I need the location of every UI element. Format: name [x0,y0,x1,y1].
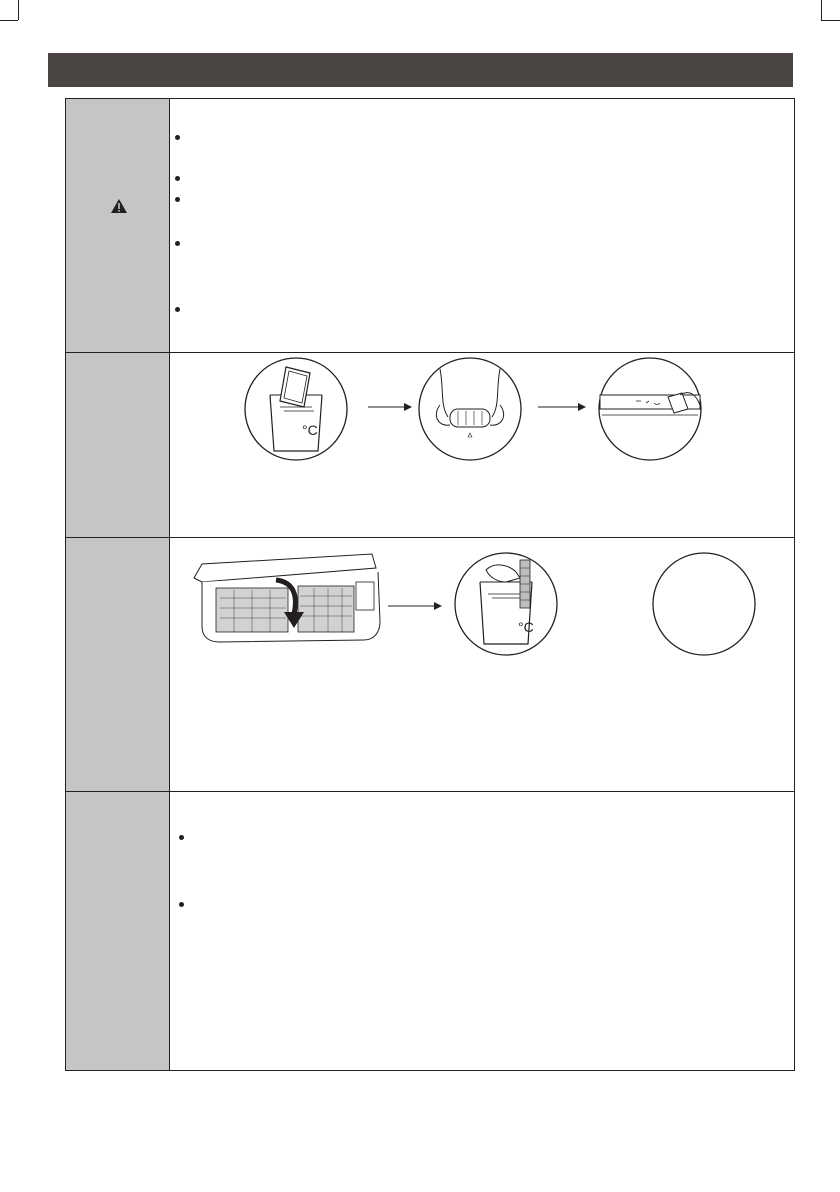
row-label-cell [66,538,170,791]
filter-cleaning-illustration [190,552,770,658]
right-arrow-icon [538,403,586,411]
bullet-dot-icon [175,241,180,246]
bullet-dot-icon [175,176,180,181]
row-label-cell [66,99,170,352]
table-row-cleaning-filter [66,538,794,792]
indoor-unit-open-illustration [194,554,380,642]
section-title-bar [48,53,793,87]
row-label-cell [66,792,170,1070]
row-content-cell [170,353,794,537]
crop-mark-top-left-h [0,20,18,21]
maintenance-table [65,98,795,1071]
svg-text:°C: °C [518,619,534,635]
table-row-maintenance [66,792,794,1070]
empty-illustration-circle [653,553,755,655]
table-row-cleaning-panel [66,353,794,538]
bullet-dot-icon [179,835,184,840]
bullet-dot-icon [175,197,180,202]
row-content-cell [170,538,794,791]
warning-triangle-icon [110,198,128,214]
table-row-caution [66,99,794,353]
svg-text:°C: °C [302,422,318,438]
crop-mark-top-left-v [18,0,19,20]
row-label-cell [66,353,170,537]
bullet-dot-icon [175,307,180,312]
filter-in-bucket-illustration [455,553,557,655]
right-arrow-icon [388,602,442,610]
crop-mark-top-right-h [821,20,840,21]
bullet-dot-icon [179,902,184,907]
bucket-with-cloth-illustration [245,358,347,460]
bullet-dot-icon [175,135,180,140]
row-content-cell [170,792,794,1070]
right-arrow-icon [368,403,412,411]
row-content-cell [170,99,794,352]
wiping-unit-illustration [599,358,701,460]
panel-cleaning-illustration [244,355,704,463]
wringing-cloth-illustration [419,358,521,460]
crop-mark-top-right-v [821,0,822,20]
